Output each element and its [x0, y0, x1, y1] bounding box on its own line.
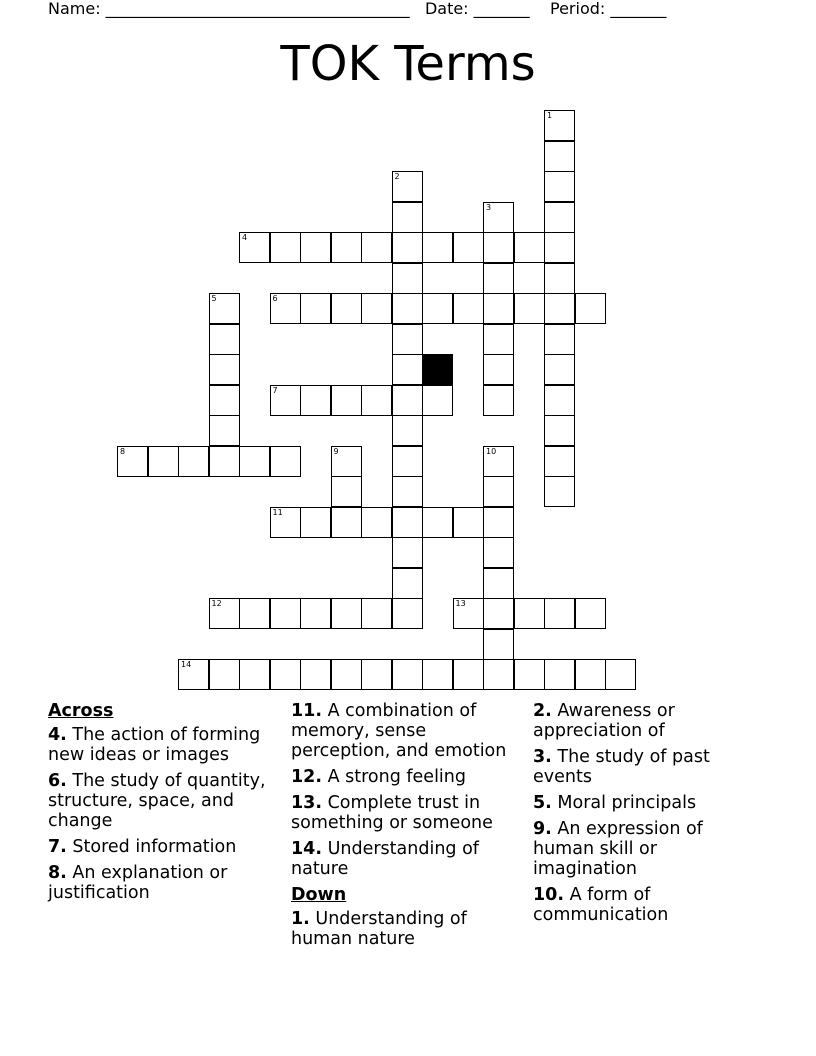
down-heading: Down	[291, 885, 347, 905]
grid-cell[interactable]	[361, 598, 392, 629]
grid-cell[interactable]	[331, 507, 362, 538]
grid-cell[interactable]	[300, 385, 331, 416]
grid-cell[interactable]	[544, 476, 575, 507]
grid-cell[interactable]	[544, 171, 575, 202]
clue-item-text: The study of past events	[533, 747, 710, 787]
grid-cell[interactable]	[544, 385, 575, 416]
grid-cell[interactable]	[483, 385, 514, 416]
clue-item	[48, 863, 283, 903]
clue-item-number: 8.	[48, 863, 67, 883]
clue-item-text: A strong feeling	[322, 767, 466, 787]
grid-cell[interactable]	[209, 415, 240, 446]
grid-cell[interactable]	[331, 446, 362, 477]
grid-cell[interactable]	[270, 507, 301, 538]
grid-cell[interactable]	[331, 232, 362, 263]
clue-item-text: Awareness or appreciation of	[533, 701, 675, 741]
clue-number: 1	[547, 111, 553, 120]
grid-cell[interactable]	[392, 385, 423, 416]
clue-item-text: A combination of memory, sense perception, and emotion	[291, 701, 507, 761]
grid-cell[interactable]	[392, 446, 423, 477]
grid-cell[interactable]	[483, 629, 514, 660]
grid-cell[interactable]	[544, 263, 575, 294]
grid-cell[interactable]	[270, 232, 301, 263]
grid-cell[interactable]	[209, 659, 240, 690]
grid-cell[interactable]	[300, 232, 331, 263]
grid-cell[interactable]	[544, 141, 575, 172]
grid-cell[interactable]	[544, 659, 575, 690]
clue-item	[291, 793, 527, 833]
grid-cell[interactable]	[514, 293, 545, 324]
grid-cell[interactable]	[544, 415, 575, 446]
grid-cell[interactable]	[483, 537, 514, 568]
grid-cell[interactable]	[361, 293, 392, 324]
clue-item	[533, 885, 763, 925]
clue-item	[533, 747, 763, 787]
clue-item-text: Complete trust in something or someone	[291, 793, 493, 833]
clue-item	[533, 819, 763, 879]
clue-item-number: 13.	[291, 793, 323, 813]
clue-number: 12	[211, 599, 222, 608]
grid-cell[interactable]	[392, 202, 423, 233]
clue-item-number: 12.	[291, 767, 323, 787]
grid-cell[interactable]	[514, 659, 545, 690]
clue-item	[291, 839, 527, 879]
grid-cell[interactable]	[483, 507, 514, 538]
clue-item-number: 6.	[48, 771, 67, 791]
clue-item	[48, 771, 283, 831]
clue-item-text: The study of quantity, structure, space, and change	[48, 771, 266, 831]
grid-cell[interactable]	[331, 598, 362, 629]
grid-cell[interactable]	[392, 171, 423, 202]
grid-cell[interactable]	[178, 446, 209, 477]
clue-item-text: Moral principals	[551, 793, 697, 813]
grid-cell[interactable]	[422, 293, 453, 324]
grid-cell[interactable]	[361, 232, 392, 263]
clue-item-text: Stored information	[66, 837, 237, 857]
grid-cell[interactable]	[300, 659, 331, 690]
grid-cell[interactable]	[422, 507, 453, 538]
grid-cell[interactable]	[575, 598, 606, 629]
clue-item-number: 4.	[48, 725, 67, 745]
grid-cell[interactable]	[483, 232, 514, 263]
grid-cell[interactable]	[544, 293, 575, 324]
grid-cell[interactable]	[544, 110, 575, 141]
grid-cell[interactable]	[422, 232, 453, 263]
black-cell	[422, 354, 453, 385]
grid-cell[interactable]	[605, 659, 636, 690]
clue-column-3	[533, 701, 763, 931]
grid-cell[interactable]	[361, 507, 392, 538]
clue-item-number: 9.	[533, 819, 552, 839]
grid-cell[interactable]	[239, 598, 270, 629]
grid-cell[interactable]	[392, 476, 423, 507]
clue-item-text: The action of forming new ideas or images	[48, 725, 261, 765]
clue-item	[533, 793, 763, 813]
grid-cell[interactable]	[300, 507, 331, 538]
grid-cell[interactable]	[392, 507, 423, 538]
grid-cell[interactable]	[483, 324, 514, 355]
grid-cell[interactable]	[483, 476, 514, 507]
grid-cell[interactable]	[331, 659, 362, 690]
grid-cell[interactable]	[270, 659, 301, 690]
header-fields: Name: ______________________________________ Date: _______ Period: _______	[48, 0, 667, 18]
grid-cell[interactable]	[392, 598, 423, 629]
clue-item-text: An expression of human skill or imagination	[533, 819, 703, 879]
grid-cell[interactable]	[422, 385, 453, 416]
clue-number: 4	[242, 233, 248, 242]
grid-cell[interactable]	[270, 446, 301, 477]
grid-cell[interactable]	[483, 202, 514, 233]
grid-cell[interactable]	[148, 446, 179, 477]
grid-cell[interactable]	[575, 659, 606, 690]
grid-cell[interactable]	[544, 232, 575, 263]
grid-cell[interactable]	[483, 598, 514, 629]
grid-cell[interactable]	[544, 202, 575, 233]
clue-item-text: An explanation or justification	[48, 863, 228, 903]
clue-item-number: 2.	[533, 701, 552, 721]
grid-cell[interactable]	[453, 293, 484, 324]
grid-cell[interactable]	[483, 354, 514, 385]
grid-cell[interactable]	[392, 568, 423, 599]
clue-number: 13	[455, 599, 466, 608]
clue-number: 7	[272, 385, 278, 395]
grid-cell[interactable]	[483, 293, 514, 324]
grid-cell[interactable]	[239, 232, 270, 263]
grid-cell[interactable]	[544, 598, 575, 629]
grid-cell[interactable]	[392, 324, 423, 355]
grid-cell[interactable]	[483, 659, 514, 690]
grid-cell[interactable]	[209, 446, 240, 477]
grid-cell[interactable]	[270, 293, 301, 324]
clue-item-number: 7.	[48, 837, 67, 857]
clue-item	[48, 837, 283, 857]
grid-cell[interactable]	[178, 659, 209, 690]
grid-cell[interactable]	[239, 659, 270, 690]
clue-number: 14	[181, 660, 192, 669]
clue-column-1	[48, 701, 283, 909]
grid-cell[interactable]	[392, 232, 423, 263]
grid-cell[interactable]	[209, 293, 240, 324]
grid-cell[interactable]	[209, 385, 240, 416]
grid-cell[interactable]	[544, 354, 575, 385]
grid-cell[interactable]	[209, 324, 240, 355]
clue-number: 6	[272, 294, 278, 303]
clue-item-number: 10.	[533, 885, 565, 905]
clue-item-text: Understanding of nature	[291, 839, 479, 879]
grid-cell[interactable]	[209, 354, 240, 385]
page-title: TOK Terms	[280, 36, 536, 92]
clue-item	[291, 701, 527, 761]
grid-cell[interactable]	[514, 232, 545, 263]
clue-item-number: 14.	[291, 839, 323, 859]
clue-item	[48, 725, 283, 765]
grid-cell[interactable]	[483, 446, 514, 477]
grid-cell[interactable]	[331, 293, 362, 324]
clue-item	[291, 909, 527, 949]
grid-cell[interactable]	[483, 263, 514, 294]
grid-cell[interactable]	[544, 324, 575, 355]
grid-cell[interactable]	[453, 659, 484, 690]
grid-cell[interactable]	[544, 446, 575, 477]
grid-cell[interactable]	[117, 446, 148, 477]
clue-item	[291, 767, 527, 787]
clue-item	[533, 701, 763, 741]
grid-cell[interactable]	[483, 568, 514, 599]
clue-number: 8	[120, 446, 126, 456]
grid-cell[interactable]	[392, 659, 423, 690]
grid-cell[interactable]	[270, 385, 301, 416]
clue-number: 10	[486, 446, 497, 456]
grid-cell[interactable]	[331, 385, 362, 416]
grid-cell[interactable]	[209, 598, 240, 629]
grid-cell[interactable]	[300, 293, 331, 324]
grid-cell[interactable]	[331, 476, 362, 507]
grid-cell[interactable]	[575, 293, 606, 324]
grid-cell[interactable]	[361, 659, 392, 690]
grid-cell[interactable]	[453, 507, 484, 538]
across-heading: Across	[48, 701, 114, 721]
grid-cell[interactable]	[514, 598, 545, 629]
grid-cell[interactable]	[361, 385, 392, 416]
grid-cell[interactable]	[422, 659, 453, 690]
grid-cell[interactable]	[392, 354, 423, 385]
clue-item-number: 1.	[291, 909, 310, 929]
grid-cell[interactable]	[392, 263, 423, 294]
grid-cell[interactable]	[270, 598, 301, 629]
clue-item-number: 5.	[533, 793, 552, 813]
grid-cell[interactable]	[300, 598, 331, 629]
clue-column-2	[291, 701, 527, 955]
grid-cell[interactable]	[392, 537, 423, 568]
clue-item-text: Understanding of human nature	[291, 909, 467, 949]
clue-item-number: 3.	[533, 747, 552, 767]
grid-cell[interactable]	[453, 232, 484, 263]
grid-cell[interactable]	[453, 598, 484, 629]
clue-number: 11	[272, 507, 283, 517]
grid-cell[interactable]	[392, 293, 423, 324]
clue-number: 3	[486, 202, 492, 212]
clue-number: 2	[394, 172, 400, 181]
clue-number: 5	[211, 294, 217, 303]
clue-item-number: 11.	[291, 701, 323, 721]
grid-cell[interactable]	[239, 446, 270, 477]
clue-number: 9	[333, 446, 339, 456]
grid-cell[interactable]	[392, 415, 423, 446]
clue-item-text: A form of communication	[533, 885, 669, 925]
